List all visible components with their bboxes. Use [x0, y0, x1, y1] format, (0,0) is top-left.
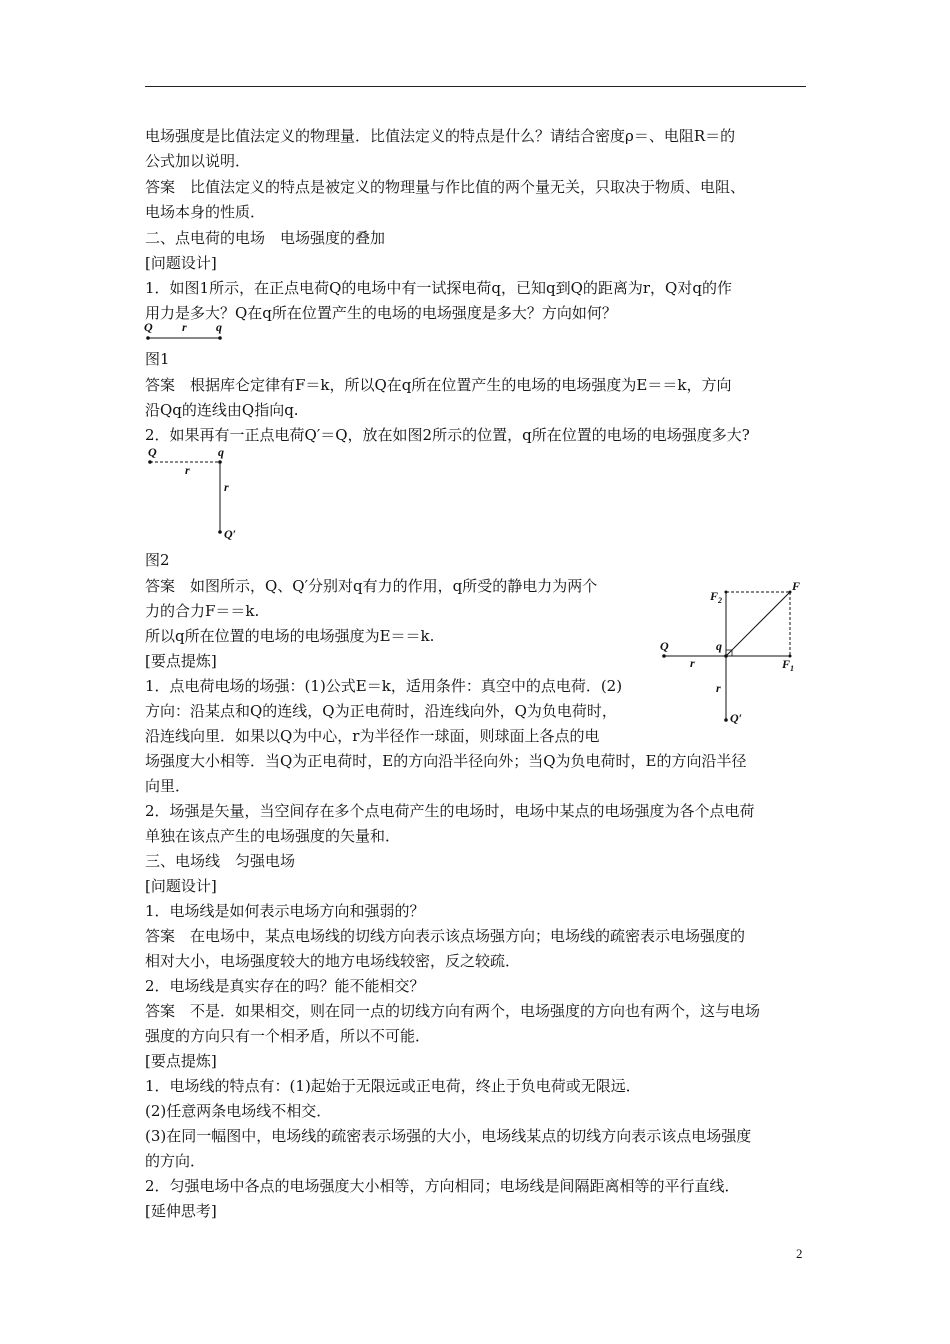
text-line: (3)在同一幅图中，电场线的疏密表示场强的大小，电场线某点的切线方向表示该点电场强度: [145, 1127, 752, 1145]
text-line: 所以q所在位置的电场的电场强度为E＝＝k.: [145, 627, 435, 645]
text-line: 向里．: [145, 777, 191, 795]
distance-r-horizontal-label: r: [185, 463, 190, 477]
figure-2-diagram: [140, 444, 250, 544]
page-number: 2: [796, 1246, 803, 1261]
text-line: 1．电场线的特点有：(1)起始于无限远或正电荷，终止于负电荷或无限远．: [145, 1077, 641, 1095]
text-line: 2．如果再有一正点电荷Q′＝Q，放在如图2所示的位置，q所在位置的电场的电场强度多大?: [145, 426, 750, 444]
text-line: 答案 不是．如果相交，则在同一点的切线方向有两个，电场强度的方向也有两个，这与电场: [145, 1002, 761, 1020]
text-line: (2)任意两条电场线不相交．: [145, 1102, 332, 1120]
text-line: [问题设计]: [145, 877, 217, 895]
charge-q-label: q: [716, 639, 722, 653]
text-line: 沿连线向里．如果以Q为中心，r为半径作一球面，则球面上各点的电: [145, 727, 600, 745]
force-superposition-diagram: [656, 578, 806, 728]
text-line: 1．电场线是如何表示电场方向和强弱的？: [145, 902, 425, 920]
figure-caption: 图1: [145, 350, 170, 368]
force-F2-label: $F_2$: [710, 589, 723, 605]
charge-Q-label: Q: [660, 639, 669, 653]
charge-Q-prime-label: Q′: [224, 527, 237, 541]
text-line: 答案 根据库仑定律有F＝k，所以Q在q所在位置产生的电场的电场强度为E＝＝k，方向: [145, 376, 732, 394]
charge-Q-label: Q: [144, 320, 153, 334]
text-line: 的方向．: [145, 1152, 206, 1170]
text-line: 电场本身的性质．: [145, 203, 266, 221]
text-line: 方向：沿某点和Q的连线，Q为正电荷时，沿连线向外，Q为负电荷时，: [145, 702, 617, 720]
text-line: 相对大小，电场强度较大的地方电场线较密，反之较疏．: [145, 952, 521, 970]
text-line: 沿Qq的连线由Q指向q.: [145, 401, 299, 419]
figure-caption: 图2: [145, 551, 170, 569]
section-heading: 二、点电荷的电场 电场强度的叠加: [145, 229, 386, 247]
figure-1-diagram: [140, 318, 240, 348]
text-line: 答案 在电场中，某点电场线的切线方向表示该点场强方向；电场线的疏密表示电场强度的: [145, 927, 746, 945]
text-line: 答案 比值法定义的特点是被定义的物理量与作比值的两个量无关，只取决于物质、电阻、: [145, 178, 746, 196]
text-line: [要点提炼]: [145, 652, 217, 670]
charge-q-label: q: [218, 445, 224, 459]
text-line: 电场强度是比值法定义的物理量．比值法定义的特点是什么？请结合密度ρ＝、电阻R＝的: [145, 127, 736, 145]
text-line: [问题设计]: [145, 254, 217, 272]
header-rule: [145, 86, 806, 87]
distance-r-label: r: [182, 320, 187, 334]
distance-r-horizontal-label: r: [690, 656, 695, 670]
text-line: [延伸思考]: [145, 1202, 217, 1220]
text-line: 2．场强是矢量，当空间存在多个点电荷产生的电场时，电场中某点的电场强度为各个点电荷: [145, 802, 755, 820]
resultant-force-F-label: F: [792, 579, 801, 593]
text-line: [要点提炼]: [145, 1052, 217, 1070]
text-line: 单独在该点产生的电场强度的矢量和．: [145, 827, 401, 845]
text-line: 1．如图1所示，在正点电荷Q的电场中有一试探电荷q，已知q到Q的距离为r，Q对q的作: [145, 279, 732, 297]
charge-Q-label: Q: [148, 445, 157, 459]
text-line: 用力是多大？Q在q所在位置产生的电场的电场强度是多大？方向如何？: [145, 304, 617, 322]
charge-q-label: q: [216, 320, 222, 334]
text-line: 2．匀强电场中各点的电场强度大小相等，方向相同；电场线是间隔距离相等的平行直线．: [145, 1177, 740, 1195]
text-line: 答案 如图所示，Q、Q′分别对q有力的作用，q所受的静电力为两个: [145, 577, 598, 595]
distance-r-vertical-label: r: [716, 681, 721, 695]
force-F1-label: $F_1$: [782, 657, 795, 673]
text-line: 2．电场线是真实存在的吗？能不能相交？: [145, 977, 425, 995]
distance-r-vertical-label: r: [224, 480, 229, 494]
charge-Q-prime-label: Q′: [730, 711, 743, 725]
text-line: 公式加以说明．: [145, 152, 251, 170]
text-line: 1．点电荷电场的场强：(1)公式E＝k，适用条件：真空中的点电荷．(2): [145, 677, 623, 695]
text-line: 力的合力F＝＝k.: [145, 602, 260, 620]
text-line: 场强度大小相等．当Q为正电荷时，E的方向沿半径向外；当Q为负电荷时，E的方向沿半径: [145, 752, 747, 770]
section-heading: 三、电场线 匀强电场: [145, 852, 296, 870]
text-line: 强度的方向只有一个相矛盾，所以不可能．: [145, 1027, 431, 1045]
